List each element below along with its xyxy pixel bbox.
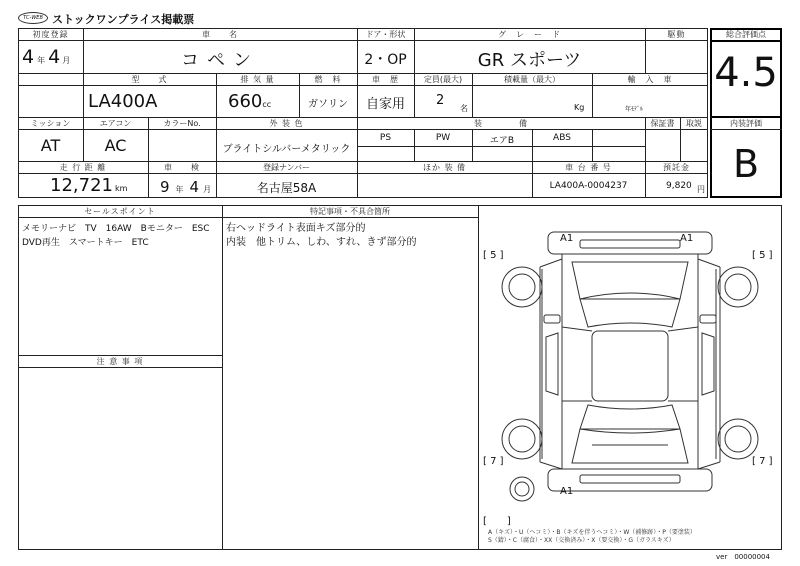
displacement-number: 660 <box>228 91 263 112</box>
interior-score-value: B <box>732 142 760 186</box>
mileage-number: 12,721 <box>50 175 113 196</box>
tire-depth-bl: [ 7 ] <box>483 456 504 467</box>
label-mission: ミッション <box>30 119 71 128</box>
import-note: 年ﾓﾃﾞﾙ <box>625 106 644 113</box>
version-label: ver 00000004 <box>716 553 770 561</box>
year-value: 4 <box>22 46 35 68</box>
label-exterior-color: 外 装 色 <box>269 119 304 128</box>
roof-shape <box>592 331 668 401</box>
right-body-side <box>698 259 720 469</box>
label-notes: 特記事項・不具合箇所 <box>310 207 390 216</box>
displacement-value <box>228 91 298 112</box>
plate-value: 名古屋58A <box>256 181 317 195</box>
tire-depth-br: [ 7 ] <box>752 456 773 467</box>
body-outline <box>562 254 698 469</box>
label-inspection: 車 検 <box>164 163 200 172</box>
label-car-name: 車 名 <box>202 30 238 39</box>
front-grille-shape <box>580 240 680 248</box>
label-plate: 登録ナンバー <box>262 163 311 172</box>
equipment-abs: ABS <box>553 133 571 143</box>
tire-depth-tl: [ 5 ] <box>483 250 504 261</box>
mileage-unit: km <box>114 184 128 193</box>
payload-unit: Kg <box>574 103 585 112</box>
aircon-value: AC <box>104 136 127 155</box>
year-unit: 年 <box>37 56 46 65</box>
legend-line: A（キズ）・U（ヘコミ）・B（キズを伴うヘコミ）・W（補修跡）・P（要塗装） <box>488 529 696 536</box>
label-overall-score: 総合評価点 <box>726 30 766 39</box>
fuel-value: ガソリン <box>308 99 348 110</box>
label-displacement: 排 気 量 <box>240 75 275 84</box>
legend-line: S（錆）・C（腐食）・XX（交換済み）・X（要交換）・G（ガラスキズ） <box>488 537 675 544</box>
label-door-type: ドア・形状 <box>365 30 406 39</box>
equipment-ps: PS <box>379 133 392 143</box>
label-first-reg: 初度登録 <box>32 30 69 39</box>
inspection-month: 4 <box>189 178 200 196</box>
displacement-unit: cc <box>262 100 272 109</box>
label-other-equipment: ほか 装 備 <box>422 163 467 172</box>
note-line: 内装 他トリム、しわ、すれ、きず部分的 <box>226 237 417 248</box>
month-unit: 月 <box>62 56 71 65</box>
label-aircon: エアコン <box>99 119 132 128</box>
label-sales-points: セールスポイント <box>84 207 156 216</box>
label-history: 車 歴 <box>372 75 399 84</box>
left-side-panel <box>542 269 716 459</box>
mileage-value <box>50 176 127 199</box>
label-manual: 取説 <box>686 119 702 128</box>
label-model: 型 式 <box>131 75 168 84</box>
first-reg-value <box>22 45 82 73</box>
label-chassis-no: 車 台 番 号 <box>565 163 612 172</box>
wheel-front-left <box>502 267 542 307</box>
left-body-side <box>540 259 562 469</box>
wheel-front-right <box>718 267 758 307</box>
equipment-airbag: エアB <box>489 136 515 146</box>
spare-tire <box>510 477 534 501</box>
damage-mark-rear: A1 <box>560 486 574 497</box>
sales-points-list <box>22 222 210 250</box>
exterior-color-value: ブライトシルバーメタリック <box>222 144 351 155</box>
capacity-unit: 名 <box>460 104 468 113</box>
label-grade: グ レ ー ド <box>498 30 561 39</box>
car-damage-diagram <box>480 207 780 527</box>
notes-list <box>226 222 417 250</box>
tire-depth-tr: [ 5 ] <box>752 250 773 261</box>
inspection-month-unit: 月 <box>203 185 212 194</box>
sales-point-line: メモリーナビ TV 16AW Bモニター ESC <box>22 224 210 234</box>
label-warranty: 保証書 <box>650 119 675 128</box>
rear-panel-shape <box>580 475 680 483</box>
car-name-value: コペン <box>181 50 259 71</box>
equipment-pw: PW <box>435 133 451 143</box>
label-payload: 積載量（最大） <box>504 75 560 84</box>
spare-tire-depth: [ ] <box>483 516 511 527</box>
label-interior-score: 内装評価 <box>730 119 762 128</box>
sales-point-line: DVD再生 スマートキー ETC <box>22 238 149 248</box>
history-value: 自家用 <box>365 97 405 112</box>
damage-mark-front-left: A1 <box>560 233 574 244</box>
price-value: 9,820 <box>666 181 692 191</box>
left-mirror-shape <box>544 315 560 323</box>
right-mirror-shape <box>700 315 716 323</box>
chassis-no-value: LA400A-0004237 <box>549 181 628 191</box>
mission-value: AT <box>40 136 61 155</box>
door-lines <box>562 327 698 401</box>
damage-legend <box>488 529 696 545</box>
door-type-value: 2・OP <box>364 52 407 68</box>
label-import: 輸 入 車 <box>627 75 673 84</box>
windshield-shape <box>580 293 680 327</box>
page-title: ストックワンプライス掲載票 <box>52 13 195 26</box>
capacity-value: 2 <box>436 93 445 108</box>
model-value: LA400A <box>88 91 158 112</box>
overall-score-value: 4.5 <box>714 50 778 96</box>
note-line: 右ヘッドライト表面キズ部分的 <box>226 223 366 234</box>
damage-mark-front-right: A1 <box>680 233 694 244</box>
label-caution: 注 意 事 項 <box>96 357 144 366</box>
price-unit: 円 <box>697 185 705 194</box>
label-capacity: 定員(最大) <box>423 75 463 84</box>
label-drive: 駆動 <box>667 30 686 39</box>
label-price: 預託金 <box>663 163 690 172</box>
wheel-rear-right <box>718 419 758 459</box>
inspection-value <box>160 177 211 200</box>
trunk-shape <box>572 429 688 463</box>
logo: TC-WEB <box>18 12 48 24</box>
label-color-no: カラーNo. <box>163 119 201 128</box>
label-equipment: 装 備 <box>474 119 528 128</box>
month-value: 4 <box>48 46 61 68</box>
grade-value: GR スポーツ <box>477 50 582 71</box>
wheel-rear-left <box>502 419 542 459</box>
inspection-year: 9 <box>160 178 170 196</box>
label-fuel: 燃 料 <box>314 75 342 84</box>
inspection-year-unit: 年 <box>175 185 184 194</box>
label-mileage: 走 行 距 離 <box>59 163 107 172</box>
